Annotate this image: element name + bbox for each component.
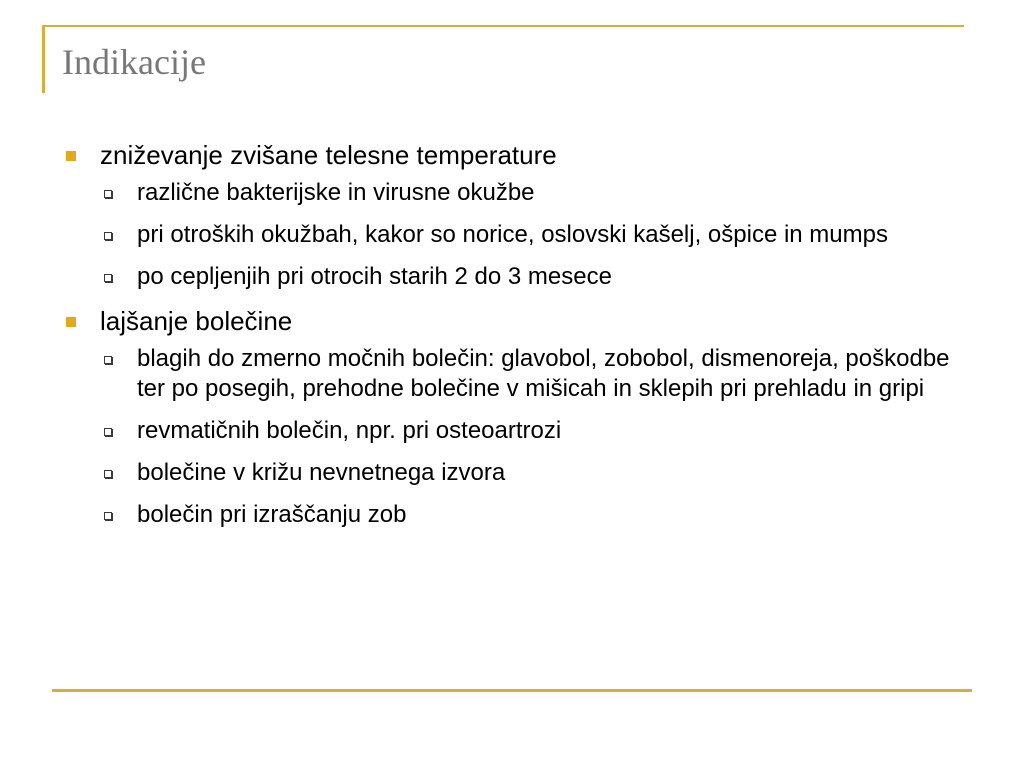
sub-bullet-item <box>62 262 962 292</box>
sub-bullet-text: različne bakterijske in virusne okužbe <box>137 179 535 206</box>
bullet-item-fever <box>62 138 962 172</box>
sub-bullet-text: blagih do zmerno močnih bolečin: glavobol, zobobol, dismenoreja, poškodbe ter po posegih, prehodne bolečine v mišicah in sklepih pri prehladu in gripi <box>137 345 950 402</box>
sub-bullet-item <box>62 178 962 208</box>
title-top-rule <box>42 25 964 27</box>
bullet-item-text: zniževanje zvišane telesne temperature <box>100 140 557 170</box>
sub-bullet-text: bolečine v križu nevnetnega izvora <box>137 459 506 486</box>
sub-bullet-text: pri otroških okužbah, kakor so norice, oslovski kašelj, ošpice in mumps <box>137 221 888 248</box>
square-bullet-icon <box>66 151 76 161</box>
hollow-square-bullet-icon <box>104 190 112 198</box>
sub-bullet-item <box>62 500 962 530</box>
title-left-rule <box>42 25 45 93</box>
sub-bullet-list-pain <box>62 344 962 530</box>
sub-bullet-item <box>62 220 962 250</box>
sub-bullet-list-fever <box>62 178 962 292</box>
sub-bullet-item <box>62 344 962 404</box>
hollow-square-bullet-icon <box>104 356 112 364</box>
sub-bullet-text: po cepljenjih pri otrocih starih 2 do 3 mesece <box>137 263 612 290</box>
sub-bullet-item <box>62 416 962 446</box>
slide-content <box>62 138 962 542</box>
hollow-square-bullet-icon <box>104 274 112 282</box>
sub-bullet-text: bolečin pri izraščanju zob <box>137 501 407 528</box>
bullet-item-text: lajšanje bolečine <box>100 306 293 336</box>
slide-title: Indikacije <box>62 42 206 82</box>
hollow-square-bullet-icon <box>104 428 112 436</box>
hollow-square-bullet-icon <box>104 470 112 478</box>
hollow-square-bullet-icon <box>104 232 112 240</box>
footer-rule <box>52 689 972 692</box>
sub-bullet-item <box>62 458 962 488</box>
sub-bullet-text: revmatičnih bolečin, npr. pri osteoartrozi <box>137 417 562 444</box>
bullet-item-pain <box>62 304 962 338</box>
hollow-square-bullet-icon <box>104 512 112 520</box>
square-bullet-icon <box>66 317 76 327</box>
